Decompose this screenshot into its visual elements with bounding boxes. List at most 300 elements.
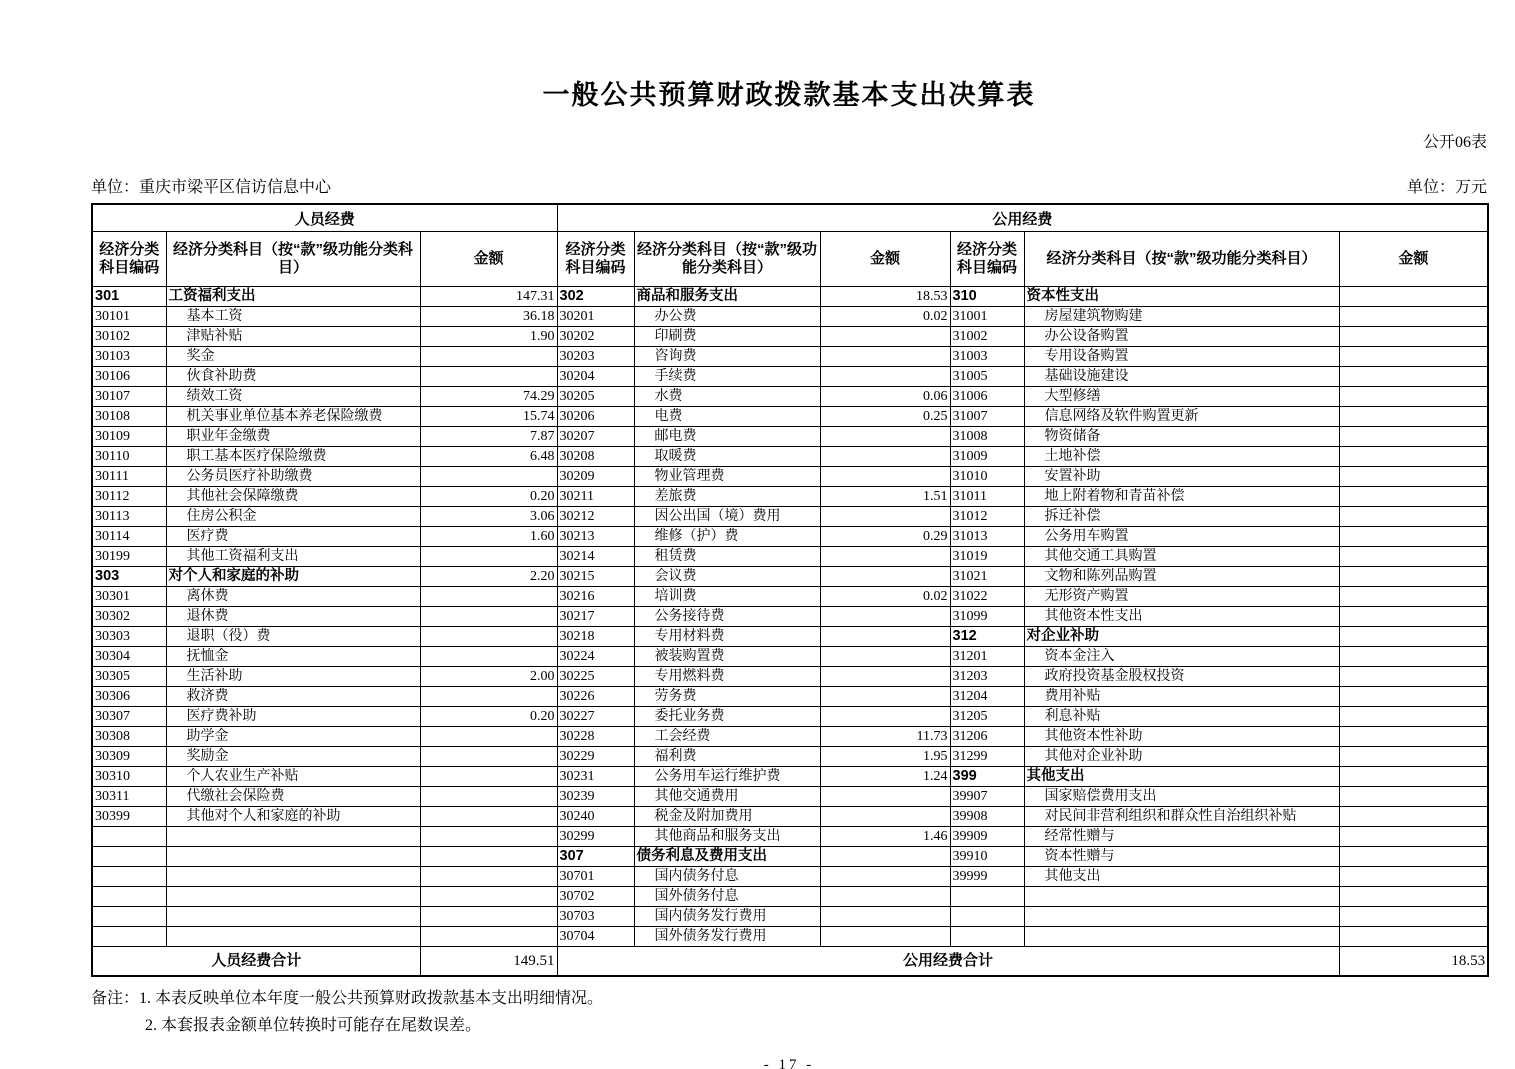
subject-cell: 奖金 — [166, 347, 420, 367]
code-cell: 31206 — [950, 727, 1024, 747]
subject-cell: 其他资本性支出 — [1024, 607, 1339, 627]
amount-cell: 0.29 — [820, 527, 950, 547]
table-row — [92, 887, 1488, 907]
code-cell: 30204 — [557, 367, 634, 387]
amount-cell — [1339, 907, 1488, 927]
table-row — [92, 447, 1488, 467]
amount-cell: 2.00 — [420, 667, 557, 687]
code-cell — [92, 907, 166, 927]
code-cell: 30205 — [557, 387, 634, 407]
note-line-1 — [91, 985, 1487, 1012]
subject-cell: 其他交通工具购置 — [1024, 547, 1339, 567]
amount-cell: 1.46 — [820, 827, 950, 847]
code-cell: 30231 — [557, 767, 634, 787]
subject-cell — [166, 867, 420, 887]
amount-cell — [1339, 307, 1488, 327]
amount-cell: 11.73 — [820, 727, 950, 747]
amount-cell: 2.20 — [420, 567, 557, 587]
amount-cell: 7.87 — [420, 427, 557, 447]
subject-cell: 办公设备购置 — [1024, 327, 1339, 347]
amount-cell — [420, 727, 557, 747]
code-cell: 30302 — [92, 607, 166, 627]
amount-cell — [820, 927, 950, 947]
amount-cell — [820, 447, 950, 467]
code-cell: 31021 — [950, 567, 1024, 587]
subject-cell: 会议费 — [634, 567, 820, 587]
code-cell: 30215 — [557, 567, 634, 587]
amount-cell — [820, 887, 950, 907]
amount-cell — [1339, 427, 1488, 447]
table-body — [92, 287, 1488, 947]
code-cell: 31022 — [950, 587, 1024, 607]
amount-cell — [420, 847, 557, 867]
expenditure-table — [91, 203, 1489, 977]
code-cell — [92, 867, 166, 887]
public-total-label: 公用经费合计 — [557, 947, 1339, 977]
table-row — [92, 307, 1488, 327]
amount-cell: 0.06 — [820, 387, 950, 407]
amount-cell — [420, 767, 557, 787]
table-row — [92, 407, 1488, 427]
subject-cell: 其他支出 — [1024, 867, 1339, 887]
subject-cell: 工会经费 — [634, 727, 820, 747]
amount-cell — [820, 347, 950, 367]
subject-cell: 助学金 — [166, 727, 420, 747]
code-cell: 30201 — [557, 307, 634, 327]
amount-cell — [420, 887, 557, 907]
subject-cell: 医疗费补助 — [166, 707, 420, 727]
subject-cell: 利息补贴 — [1024, 707, 1339, 727]
amount-cell — [1339, 707, 1488, 727]
amount-cell — [820, 367, 950, 387]
code-cell: 39910 — [950, 847, 1024, 867]
code-cell: 31299 — [950, 747, 1024, 767]
amount-cell — [420, 587, 557, 607]
code-cell: 30229 — [557, 747, 634, 767]
amount-cell: 6.48 — [420, 447, 557, 467]
amount-cell — [1339, 847, 1488, 867]
subject-cell: 其他支出 — [1024, 767, 1339, 787]
amount-cell — [820, 467, 950, 487]
subject-cell: 其他资本性补助 — [1024, 727, 1339, 747]
subject-cell: 代缴社会保险费 — [166, 787, 420, 807]
subject-cell: 职业年金缴费 — [166, 427, 420, 447]
code-cell: 30310 — [92, 767, 166, 787]
col-header-subject-2: 经济分类科目（按“款”级功能分类科目） — [634, 232, 820, 287]
table-row — [92, 827, 1488, 847]
amount-cell — [420, 627, 557, 647]
meta-row — [91, 178, 1487, 198]
amount-cell — [420, 927, 557, 947]
subject-cell: 国内债务付息 — [634, 867, 820, 887]
subject-cell: 公务员医疗补助缴费 — [166, 467, 420, 487]
code-cell: 30202 — [557, 327, 634, 347]
table-row — [92, 607, 1488, 627]
subject-cell: 国外债务发行费用 — [634, 927, 820, 947]
subject-cell: 因公出国（境）费用 — [634, 507, 820, 527]
code-cell: 30311 — [92, 787, 166, 807]
code-cell: 30239 — [557, 787, 634, 807]
table-row — [92, 427, 1488, 447]
subject-cell: 工资福利支出 — [166, 287, 420, 307]
code-cell: 30102 — [92, 327, 166, 347]
amount-cell: 3.06 — [420, 507, 557, 527]
code-cell: 30112 — [92, 487, 166, 507]
table-row — [92, 367, 1488, 387]
subject-cell: 住房公积金 — [166, 507, 420, 527]
col-header-subject-3: 经济分类科目（按“款”级功能分类科目） — [1024, 232, 1339, 287]
code-cell — [950, 907, 1024, 927]
code-cell: 30227 — [557, 707, 634, 727]
code-cell: 30306 — [92, 687, 166, 707]
subject-cell: 商品和服务支出 — [634, 287, 820, 307]
amount-cell — [820, 787, 950, 807]
code-cell — [92, 887, 166, 907]
document-content — [91, 0, 1487, 1069]
subject-cell: 其他社会保障缴费 — [166, 487, 420, 507]
code-cell: 30209 — [557, 467, 634, 487]
amount-cell — [1339, 367, 1488, 387]
subject-cell — [166, 847, 420, 867]
code-cell: 31013 — [950, 527, 1024, 547]
amount-cell — [1339, 867, 1488, 887]
code-cell: 31010 — [950, 467, 1024, 487]
subject-cell: 救济费 — [166, 687, 420, 707]
table-row — [92, 707, 1488, 727]
code-cell: 31003 — [950, 347, 1024, 367]
code-cell — [950, 887, 1024, 907]
subject-cell: 职工基本医疗保险缴费 — [166, 447, 420, 467]
table-row — [92, 727, 1488, 747]
code-cell: 307 — [557, 847, 634, 867]
amount-cell — [1339, 467, 1488, 487]
table-row — [92, 467, 1488, 487]
table-row — [92, 327, 1488, 347]
code-cell: 30203 — [557, 347, 634, 367]
code-cell: 30218 — [557, 627, 634, 647]
amount-cell — [1339, 927, 1488, 947]
subject-cell: 奖励金 — [166, 747, 420, 767]
amount-cell — [820, 567, 950, 587]
table-row — [92, 927, 1488, 947]
subject-cell: 国外债务付息 — [634, 887, 820, 907]
table-row — [92, 787, 1488, 807]
code-cell: 31001 — [950, 307, 1024, 327]
amount-cell — [1339, 547, 1488, 567]
subject-cell: 退职（役）费 — [166, 627, 420, 647]
notes — [91, 985, 1487, 1039]
code-cell: 31006 — [950, 387, 1024, 407]
code-cell: 31019 — [950, 547, 1024, 567]
subject-cell: 其他商品和服务支出 — [634, 827, 820, 847]
subject-cell: 公务接待费 — [634, 607, 820, 627]
amount-cell: 1.95 — [820, 747, 950, 767]
amount-cell: 74.29 — [420, 387, 557, 407]
code-cell: 302 — [557, 287, 634, 307]
code-cell: 31203 — [950, 667, 1024, 687]
code-cell: 30225 — [557, 667, 634, 687]
subject-cell: 培训费 — [634, 587, 820, 607]
code-cell: 301 — [92, 287, 166, 307]
amount-cell — [1339, 327, 1488, 347]
subject-cell: 资本金注入 — [1024, 647, 1339, 667]
currency-unit-label: 单位：万元 — [1406, 179, 1487, 196]
amount-cell — [820, 327, 950, 347]
amount-cell: 1.24 — [820, 767, 950, 787]
code-cell: 30114 — [92, 527, 166, 547]
amount-cell — [820, 807, 950, 827]
code-cell: 39909 — [950, 827, 1024, 847]
code-cell: 31012 — [950, 507, 1024, 527]
subject-cell: 土地补偿 — [1024, 447, 1339, 467]
code-cell: 30704 — [557, 927, 634, 947]
code-cell — [92, 927, 166, 947]
amount-cell — [420, 807, 557, 827]
subject-cell — [1024, 887, 1339, 907]
code-cell: 30108 — [92, 407, 166, 427]
amount-cell — [420, 827, 557, 847]
subject-cell: 印刷费 — [634, 327, 820, 347]
amount-cell: 1.51 — [820, 487, 950, 507]
code-cell: 30304 — [92, 647, 166, 667]
amount-cell — [1339, 447, 1488, 467]
col-header-amount-2: 金额 — [820, 232, 950, 287]
table-row — [92, 687, 1488, 707]
amount-cell — [1339, 787, 1488, 807]
subject-cell: 生活补助 — [166, 667, 420, 687]
subject-cell: 大型修缮 — [1024, 387, 1339, 407]
subject-cell: 国家赔偿费用支出 — [1024, 787, 1339, 807]
table-row — [92, 287, 1488, 307]
amount-cell — [820, 627, 950, 647]
table-row — [92, 907, 1488, 927]
code-cell: 30701 — [557, 867, 634, 887]
table-row — [92, 567, 1488, 587]
amount-cell: 0.02 — [820, 307, 950, 327]
personnel-total-amount: 149.51 — [420, 947, 557, 977]
subject-cell: 基本工资 — [166, 307, 420, 327]
subject-cell: 地上附着物和青苗补偿 — [1024, 487, 1339, 507]
subject-cell: 其他交通费用 — [634, 787, 820, 807]
table-row — [92, 867, 1488, 887]
amount-cell: 36.18 — [420, 307, 557, 327]
code-cell: 30299 — [557, 827, 634, 847]
amount-cell — [820, 847, 950, 867]
code-cell: 30103 — [92, 347, 166, 367]
table-row — [92, 647, 1488, 667]
table-row — [92, 747, 1488, 767]
code-cell: 30216 — [557, 587, 634, 607]
code-cell: 312 — [950, 627, 1024, 647]
amount-cell — [1339, 507, 1488, 527]
col-header-subject-1: 经济分类科目（按“款”级功能分类科目） — [166, 232, 420, 287]
subject-cell: 劳务费 — [634, 687, 820, 707]
amount-cell — [1339, 587, 1488, 607]
amount-cell — [1339, 767, 1488, 787]
code-cell: 30702 — [557, 887, 634, 907]
amount-cell — [1339, 607, 1488, 627]
code-cell: 30101 — [92, 307, 166, 327]
subject-cell — [166, 887, 420, 907]
code-cell: 30226 — [557, 687, 634, 707]
amount-cell: 0.25 — [820, 407, 950, 427]
code-cell: 30199 — [92, 547, 166, 567]
amount-cell — [420, 607, 557, 627]
table-row — [92, 667, 1488, 687]
amount-cell — [820, 427, 950, 447]
org-unit-label: 单位：重庆市梁平区信访信息中心 — [91, 179, 332, 196]
subject-cell: 手续费 — [634, 367, 820, 387]
table-row — [92, 847, 1488, 867]
subject-cell: 医疗费 — [166, 527, 420, 547]
code-cell: 31007 — [950, 407, 1024, 427]
subject-cell: 绩效工资 — [166, 387, 420, 407]
col-header-amount-1: 金额 — [420, 232, 557, 287]
code-cell: 30208 — [557, 447, 634, 467]
code-cell: 30110 — [92, 447, 166, 467]
subject-cell: 公务用车购置 — [1024, 527, 1339, 547]
code-cell: 30109 — [92, 427, 166, 447]
subject-cell: 伙食补助费 — [166, 367, 420, 387]
subject-cell: 被装购置费 — [634, 647, 820, 667]
notes-label: 备注： — [91, 990, 140, 1007]
page-number: - 17 - — [763, 1057, 815, 1069]
subject-cell: 租赁费 — [634, 547, 820, 567]
subject-cell: 资本性赠与 — [1024, 847, 1339, 867]
table-row — [92, 627, 1488, 647]
code-cell: 30240 — [557, 807, 634, 827]
subject-cell: 其他对个人和家庭的补助 — [166, 807, 420, 827]
code-cell: 31002 — [950, 327, 1024, 347]
code-cell: 303 — [92, 567, 166, 587]
table-row — [92, 507, 1488, 527]
note-1-text: 1. 本表反映单位本年度一般公共预算财政拨款基本支出明细情况。 — [139, 990, 604, 1007]
code-cell: 31009 — [950, 447, 1024, 467]
table-row — [92, 347, 1488, 367]
subject-cell: 机关事业单位基本养老保险缴费 — [166, 407, 420, 427]
amount-cell: 18.53 — [820, 287, 950, 307]
code-cell: 30305 — [92, 667, 166, 687]
amount-cell — [420, 467, 557, 487]
amount-cell — [420, 787, 557, 807]
subject-cell: 津贴补贴 — [166, 327, 420, 347]
code-cell: 31008 — [950, 427, 1024, 447]
subject-cell: 退休费 — [166, 607, 420, 627]
subject-cell: 费用补贴 — [1024, 687, 1339, 707]
subject-cell: 债务利息及费用支出 — [634, 847, 820, 867]
amount-cell — [1339, 747, 1488, 767]
subject-cell: 对个人和家庭的补助 — [166, 567, 420, 587]
table-row — [92, 527, 1488, 547]
amount-cell — [1339, 887, 1488, 907]
amount-cell — [1339, 827, 1488, 847]
code-cell: 30307 — [92, 707, 166, 727]
amount-cell — [820, 907, 950, 927]
subject-cell: 公务用车运行维护费 — [634, 767, 820, 787]
subject-cell: 专用材料费 — [634, 627, 820, 647]
code-cell: 30213 — [557, 527, 634, 547]
subject-cell: 国内债务发行费用 — [634, 907, 820, 927]
code-cell: 30107 — [92, 387, 166, 407]
amount-cell — [1339, 347, 1488, 367]
form-number: 公开06表 — [1422, 134, 1487, 151]
subject-cell: 电费 — [634, 407, 820, 427]
subject-cell: 安置补助 — [1024, 467, 1339, 487]
table-row — [92, 587, 1488, 607]
code-cell: 31011 — [950, 487, 1024, 507]
amount-cell — [820, 867, 950, 887]
amount-cell — [1339, 487, 1488, 507]
amount-cell — [1339, 527, 1488, 547]
subject-cell: 水费 — [634, 387, 820, 407]
amount-cell — [420, 347, 557, 367]
col-header-code-3: 经济分类科目编码 — [950, 232, 1024, 287]
group-header-public: 公用经费 — [557, 204, 1488, 232]
amount-cell — [820, 687, 950, 707]
code-cell: 30106 — [92, 367, 166, 387]
subject-cell — [1024, 907, 1339, 927]
code-cell: 30113 — [92, 507, 166, 527]
subject-cell: 离休费 — [166, 587, 420, 607]
code-cell: 30217 — [557, 607, 634, 627]
amount-cell — [1339, 667, 1488, 687]
code-cell: 39907 — [950, 787, 1024, 807]
code-cell: 31005 — [950, 367, 1024, 387]
group-header-row — [92, 204, 1488, 232]
code-cell: 39908 — [950, 807, 1024, 827]
subject-cell: 邮电费 — [634, 427, 820, 447]
subject-cell: 物资储备 — [1024, 427, 1339, 447]
subject-cell: 房屋建筑物购建 — [1024, 307, 1339, 327]
col-header-code-1: 经济分类科目编码 — [92, 232, 166, 287]
subject-cell: 取暖费 — [634, 447, 820, 467]
subject-cell: 对民间非营利组织和群众性自治组织补贴 — [1024, 807, 1339, 827]
subject-cell: 差旅费 — [634, 487, 820, 507]
subject-cell: 办公费 — [634, 307, 820, 327]
amount-cell: 15.74 — [420, 407, 557, 427]
code-cell: 30212 — [557, 507, 634, 527]
amount-cell — [1339, 627, 1488, 647]
code-cell: 399 — [950, 767, 1024, 787]
code-cell: 39999 — [950, 867, 1024, 887]
amount-cell — [1339, 407, 1488, 427]
amount-cell — [1339, 727, 1488, 747]
subject-cell: 文物和陈列品购置 — [1024, 567, 1339, 587]
code-cell: 30207 — [557, 427, 634, 447]
table-row — [92, 547, 1488, 567]
code-cell: 30224 — [557, 647, 634, 667]
code-cell: 30303 — [92, 627, 166, 647]
subject-cell: 咨询费 — [634, 347, 820, 367]
code-cell: 31201 — [950, 647, 1024, 667]
amount-cell — [420, 907, 557, 927]
table-row — [92, 807, 1488, 827]
subject-cell: 其他对企业补助 — [1024, 747, 1339, 767]
amount-cell — [820, 667, 950, 687]
code-cell: 30211 — [557, 487, 634, 507]
subject-cell: 拆迁补偿 — [1024, 507, 1339, 527]
column-header-row — [92, 232, 1488, 287]
subject-cell: 专用设备购置 — [1024, 347, 1339, 367]
subject-cell — [166, 827, 420, 847]
subject-cell: 基础设施建设 — [1024, 367, 1339, 387]
amount-cell: 0.02 — [820, 587, 950, 607]
amount-cell — [1339, 387, 1488, 407]
subject-cell: 专用燃料费 — [634, 667, 820, 687]
subject-cell — [166, 907, 420, 927]
subject-cell: 无形资产购置 — [1024, 587, 1339, 607]
subject-cell: 政府投资基金股权投资 — [1024, 667, 1339, 687]
